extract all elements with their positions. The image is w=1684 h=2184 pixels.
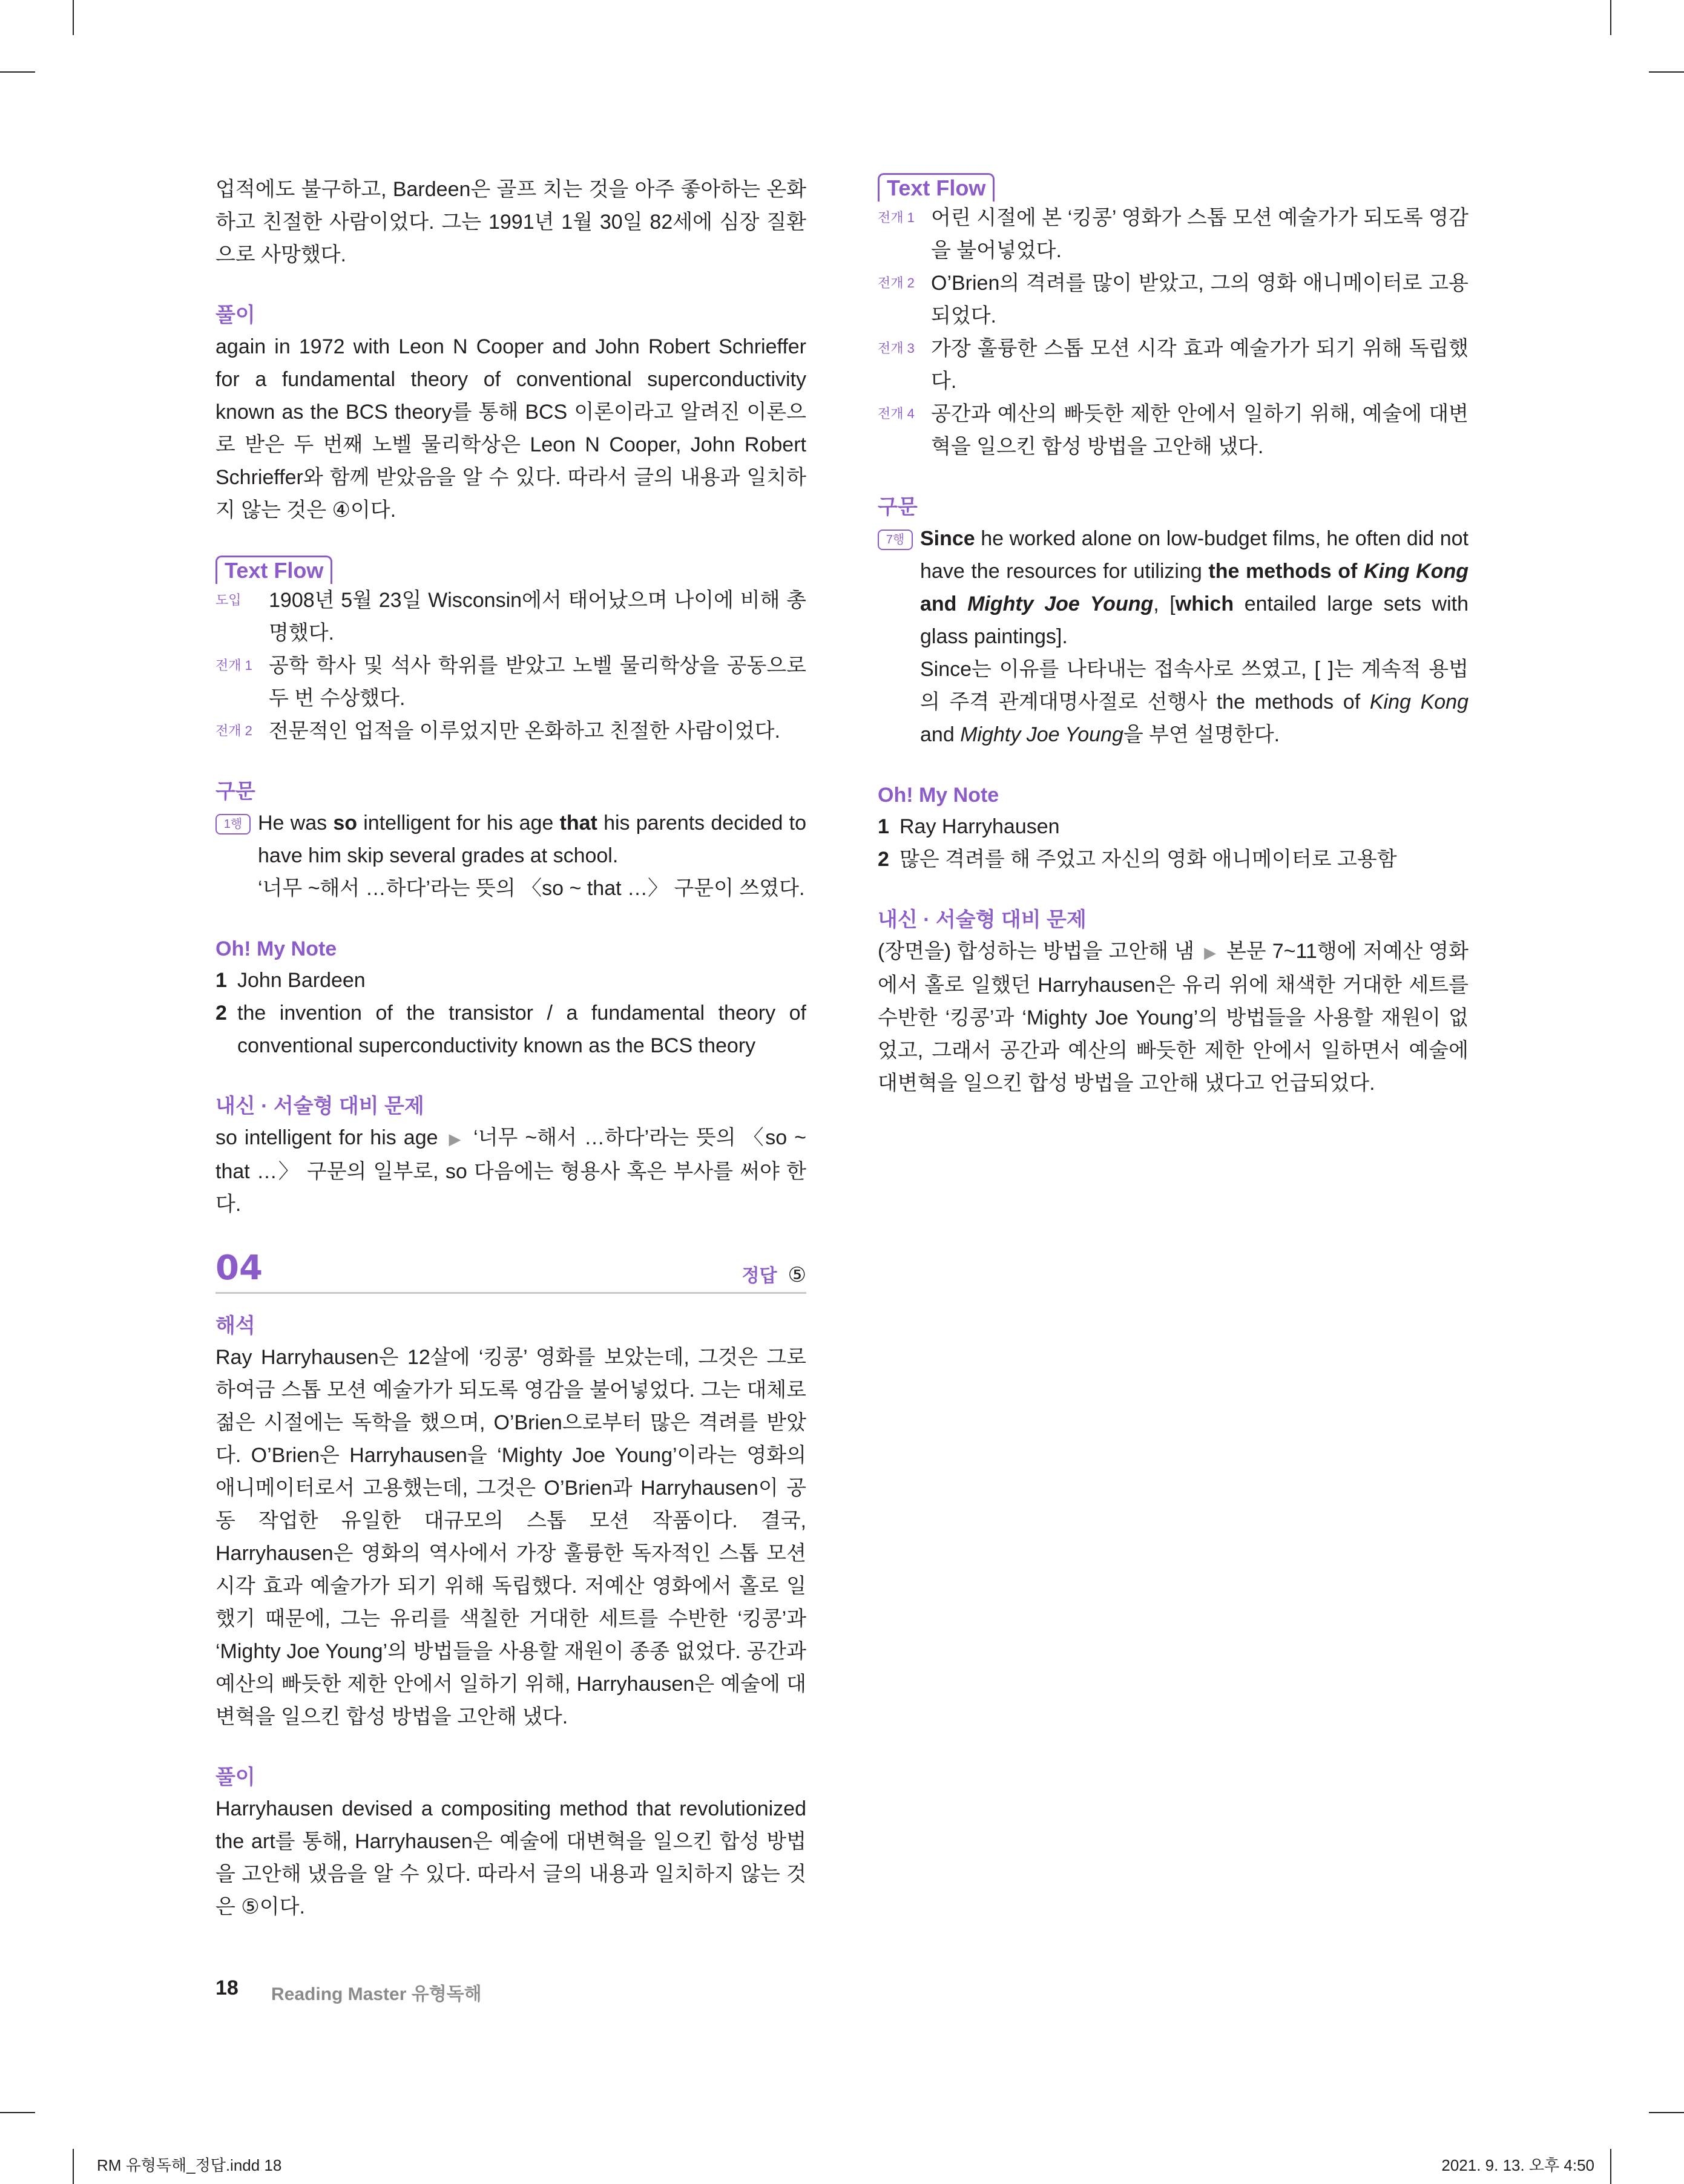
text-flow-text: 전문적인 업적을 이루었지만 온화하고 친절한 사람이었다. [269,720,780,743]
section-number: 04 [215,1248,263,1288]
text-flow-item [215,649,806,715]
exam-paragraph: so intelligent for his age ▶ ‘너무 ~해서 …하다’라는 뜻의 〈so ~ that …〉 구문의 일부로, so 다음에는 형용사 혹은 부사를 써야 한다. [215,1126,807,1216]
intro-paragraph: 업적에도 불구하고, Bardeen은 골프 치는 것을 아주 좋아하는 온화하고 친절한 사람이었다. 그는 1991년 1월 30일 82세에 심장 질환으로 사망했다. [215,178,806,266]
answer-block: 정답 ⑤ [742,1264,806,1287]
text-flow-tag: 도입 [215,592,242,608]
book-title: Reading Master 유형독해 [271,1984,482,2004]
note-item: 2 많은 격려를 해 주었고 자신의 영화 애니메이터로 고용함 [878,848,1397,871]
gumun-explanation: Since는 이유를 나타내는 접속사로 쓰였고, [ ]는 계속적 용법의 주격 관계대명사절로 선행사 the methods of King Kong and Mighty Joe Young을 부연 설명한다. [920,658,1469,746]
text-flow-item: 전개 4 공간과 예산의 빠듯한 제한 안에서 일하기 위해, 예술에 대변혁을 일으킨 합성 방법을 고안해 냈다. [878,402,1469,458]
right-column [878,173,1469,1100]
pul2-paragraph: Harryhausen devised a compositing method that revolutionized the art를 통해, Harryhausen은 예술에 대변혁을 일으킨 합성 방법을 고안해 냈음을 알 수 있다. 따라서 글의 내용과 일치하지 않는 것은 ⑤이다. [215,1797,806,1918]
text-flow-tag: 전개 1 [215,658,252,673]
gumun-heading: 구문 [878,496,918,519]
gumun-block [215,807,806,905]
line-badge: 1행 [215,814,251,835]
line-badge: 7행 [878,530,913,550]
note-item: 1 Ray Harryhausen [878,815,1060,838]
gumun-sentence: He was so intelligent for his age that his parents decided to have him skip several grades at school. [258,812,806,867]
haeseok-paragraph: Ray Harryhausen은 12살에 ‘킹콩’ 영화를 보았는데, 그것은 그로 하여금 스톱 모션 예술가가 되도록 영감을 불어넣었다. 그는 대체로 젊은 시절에는 독학을 했으며, O’Brien으로부터 많은 격려를 받았다. O’Brien은 Harryhausen을 ‘Mighty Joe Young’이라는 영화의 애니메이터로서 고용했는데, 그것은 O’Brien과 Harryhausen이 공동 작업한 유일한 대규모의 스톱 모션 작품이다. 결국, Harryhausen은 영화의 역사에서 가장 훌륭한 독자적인 스톱 모션 시각 효과 예술가가 되기 위해 독립했다. 저예산 영화에서 홀로 일했기 때문에, 그는 유리를 색칠한 거대한 세트를 수반한 ‘킹콩’과 ‘Mighty Joe Young’의 방법들을 사용할 재원이 종종 없었다. 공간과 예산의 빠듯한 제한 안에서 일하기 위해, Harryhausen은 예술에 대변혁을 일으킨 합성 방법을 고안해 냈다. [215,1346,806,1728]
text-flow-item: 전개 1 어린 시절에 본 ‘킹콩’ 영화가 스톱 모션 예술가가 되도록 영감을 불어넣었다. [878,206,1469,262]
exam-heading: 내신 · 서술형 대비 문제 [215,1095,424,1118]
pul-heading: 풀이 [215,304,255,327]
section-header [215,1250,806,1294]
pul2-heading: 풀이 [215,1766,255,1789]
gumun-block [878,522,1469,751]
page-number: 18 [215,1976,238,1999]
pul-paragraph: again in 1972 with Leon N Cooper and John Robert Schrieffer for a fundamental theory of conventional superconductivity known as the BCS theory를 통해 BCS 이론이라고 알려진 이론으로 받은 두 번째 노벨 물리학상은 Leon N Cooper, John Robert Schrieffer와 함께 받았음을 알 수 있다. 따라서 글의 내용과 일치하지 않는 것은 ④이다. [215,335,806,522]
arrow-icon: ▶ [449,1130,463,1148]
crop-mark [0,71,35,73]
slug-file: RM 유형독해_정답.indd 18 [97,2156,282,2174]
crop-mark [1649,2112,1684,2113]
text-flow-text: 공학 학사 및 석사 학위를 받았고 노벨 물리학상을 공동으로 두 번 수상했다. [269,654,806,710]
exam-paragraph: (장면을) 합성하는 방법을 고안해 냄 ▶ 본문 7~11행에 저예산 영화에서 홀로 일했던 Harryhausen은 유리 위에 채색한 거대한 세트를 수반한 ‘킹콩’과 ‘Mighty Joe Young’의 방법들을 사용할 재원이 없었고, 그래서 공간과 예산의 빠듯한 제한 안에서 일하면서 예술에 대변혁을 일으킨 합성 방법을 고안해 냈다고 언급되었다. [878,940,1469,1095]
arrow-icon: ▶ [1204,943,1217,962]
slug-timestamp: 2021. 9. 13. 오후 4:50 [1441,2156,1594,2174]
crop-mark [1610,0,1611,35]
crop-mark [1649,71,1684,73]
note-heading: Oh! My Note [878,784,999,807]
haeseok-heading: 해석 [215,1314,255,1337]
text-flow-item: 전개 3 가장 훌륭한 스톱 모션 시각 효과 예술가가 되기 위해 독립했다. [878,337,1469,393]
crop-mark [1610,2149,1611,2184]
text-flow-text: 1908년 5월 23일 Wisconsin에서 태어났으며 나이에 비해 총명했다. [269,589,806,644]
text-flow-list [215,584,806,747]
text-flow-item: 전개 2 O’Brien의 격려를 많이 받았고, 그의 영화 애니메이터로 고용되었다. [878,272,1469,327]
gumun-heading: 구문 [215,780,255,803]
gumun-sentence: Since he worked alone on low-budget films, he often did not have the resources for utilizing the methods of King Kong and Mighty Joe Young, [which entailed large sets with glass paintings]. [920,527,1469,648]
exam-heading: 내신 · 서술형 대비 문제 [878,908,1087,931]
note-heading: Oh! My Note [215,937,337,960]
text-flow-tag: 전개 2 [215,723,252,738]
text-flow-label: Text Flow [215,556,332,584]
text-flow-item [215,584,806,649]
crop-mark [0,2112,35,2113]
text-flow-list [878,202,1469,463]
note-item: 1 John Bardeen [215,969,366,992]
text-flow-item [215,715,806,747]
crop-mark [73,0,74,35]
crop-mark [73,2149,74,2184]
text-flow-label: Text Flow [878,173,995,202]
gumun-explanation: ‘너무 ~해서 …하다’라는 뜻의 〈so ~ that …〉 구문이 쓰였다. [258,877,805,900]
note-item: 2 the invention of the transistor / a fundamental theory of conventional superconductivity known as the BCS theory [215,1002,806,1057]
left-column [215,173,806,1923]
